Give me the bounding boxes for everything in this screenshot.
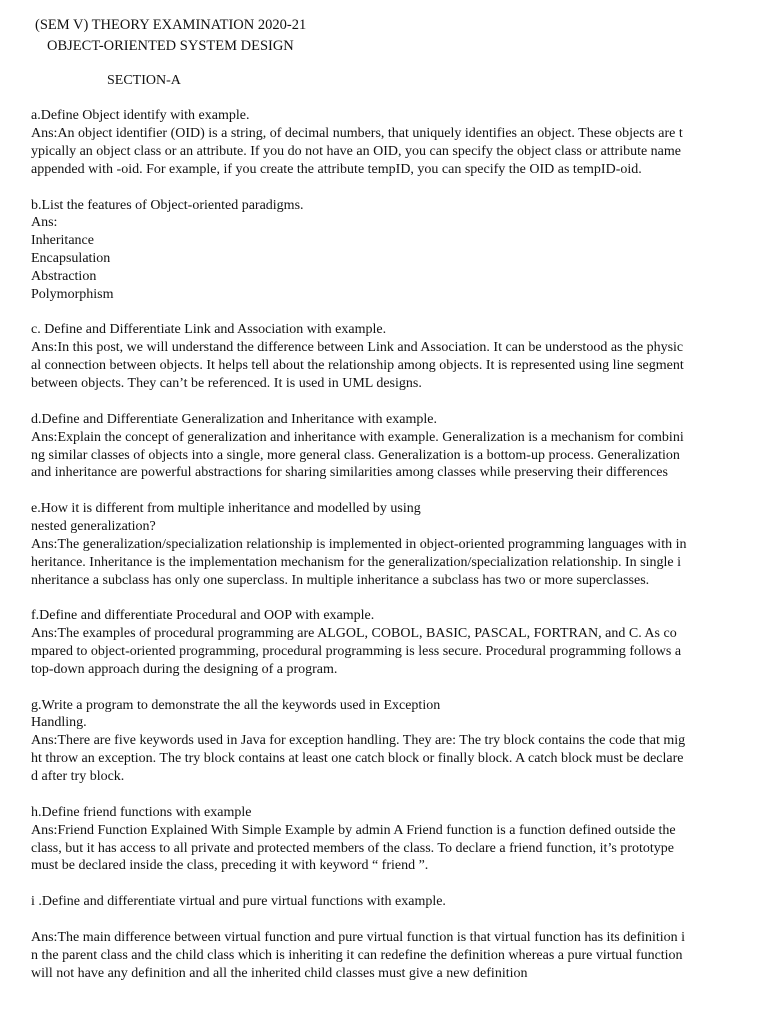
answer-d-line-3: and inheritance are powerful abstractions for sharing similarities among classes while preserving their differences bbox=[31, 465, 668, 480]
answer-h-line-3: must be declared inside the class, preceding it with keyword “ friend ”. bbox=[31, 858, 429, 873]
exam-title: (SEM V) THEORY EXAMINATION 2020-21 bbox=[35, 17, 307, 33]
answer-b-item: Inheritance bbox=[31, 233, 94, 248]
answer-f-line-2: mpared to object-oriented programming, procedural programming is less secure. Procedural programming follows a bbox=[31, 644, 682, 659]
answer-i-line-3: will not have any definition and all the inherited child classes must give a new definition bbox=[31, 966, 528, 981]
question-e-line-1: e.How it is different from multiple inheritance and modelled by using bbox=[31, 501, 421, 516]
answer-b-item: Abstraction bbox=[31, 269, 97, 284]
answer-f-line-1: Ans:The examples of procedural programming are ALGOL, COBOL, BASIC, PASCAL, FORTRAN, and C. As co bbox=[31, 626, 677, 641]
question-f: f.Define and differentiate Procedural and OOP with example. bbox=[31, 608, 375, 623]
answer-g-line-1: Ans:There are five keywords used in Java for exception handling. They are: The try block contains the code that mig bbox=[31, 733, 686, 748]
question-d: d.Define and Differentiate Generalization and Inheritance with example. bbox=[31, 412, 437, 427]
question-e-line-2: nested generalization? bbox=[31, 519, 156, 534]
answer-b-item: Encapsulation bbox=[31, 251, 111, 266]
answer-h-line-2: class, but it has access to all private and protected members of the class. To declare a friend function, it’s prototype bbox=[31, 841, 674, 856]
answer-i-line-1: Ans:The main difference between virtual function and pure virtual function is that virtual function has its definition i bbox=[31, 930, 686, 945]
answer-c-line-2: al connection between objects. It helps tell about the relationship among objects. It is represented using line segment bbox=[31, 358, 684, 373]
answer-i-line-2: n the parent class and the child class which is inheriting it can redefine the definition whereas a pure virtual function bbox=[31, 948, 683, 963]
answer-h-line-1: Ans:Friend Function Explained With Simple Example by admin A Friend function is a function defined outside the bbox=[31, 823, 676, 838]
question-b: b.List the features of Object-oriented paradigms. bbox=[31, 198, 304, 213]
subject-title: OBJECT-ORIENTED SYSTEM DESIGN bbox=[47, 38, 294, 54]
question-g-line-2: Handling. bbox=[31, 715, 87, 730]
answer-a-line-2: ypically an object class or an attribute. If you do not have an OID, you can specify the object class or attribute name bbox=[31, 144, 682, 159]
answer-g-line-2: ht throw an exception. The try block contains at least one catch block or finally block. A catch block must be declare bbox=[31, 751, 684, 766]
section-heading: SECTION-A bbox=[107, 73, 181, 88]
answer-b-item: Polymorphism bbox=[31, 287, 114, 302]
answer-e-line-3: nheritance a subclass has only one superclass. In multiple inheritance a subclass has two or more superclasses. bbox=[31, 573, 650, 588]
answer-e-line-2: heritance. Inheritance is the implementation mechanism for the generalization/specialization relationship. In single i bbox=[31, 555, 681, 570]
answer-c-line-1: Ans:In this post, we will understand the difference between Link and Association. It can be understood as the physic bbox=[31, 340, 684, 355]
answer-a-line-1: Ans:An object identifier (OID) is a string, of decimal numbers, that uniquely identifies an object. These objects are t bbox=[31, 126, 683, 141]
answer-d-line-1: Ans:Explain the concept of generalization and inheritance with example. Generalization is a mechanism for combini bbox=[31, 430, 684, 445]
answer-f-line-3: top-down approach during the designing of a program. bbox=[31, 662, 338, 677]
answer-c-line-3: between objects. They can’t be referenced. It is used in UML designs. bbox=[31, 376, 422, 391]
answer-e-line-1: Ans:The generalization/specialization relationship is implemented in object-oriented programming languages with in bbox=[31, 537, 687, 552]
answer-g-line-3: d after try block. bbox=[31, 769, 125, 784]
answer-a-line-3: appended with -oid. For example, if you create the attribute tempID, you can specify the OID as tempID-oid. bbox=[31, 162, 642, 177]
question-i: i .Define and differentiate virtual and pure virtual functions with example. bbox=[31, 894, 446, 909]
question-a: a.Define Object identify with example. bbox=[31, 108, 250, 123]
answer-b-label: Ans: bbox=[31, 215, 58, 230]
question-c: c. Define and Differentiate Link and Association with example. bbox=[31, 322, 387, 337]
question-h: h.Define friend functions with example bbox=[31, 805, 252, 820]
answer-d-line-2: ng similar classes of objects into a single, more general class. Generalization is a bottom-up process. Generalization bbox=[31, 448, 680, 463]
question-g-line-1: g.Write a program to demonstrate the all the keywords used in Exception bbox=[31, 698, 441, 713]
